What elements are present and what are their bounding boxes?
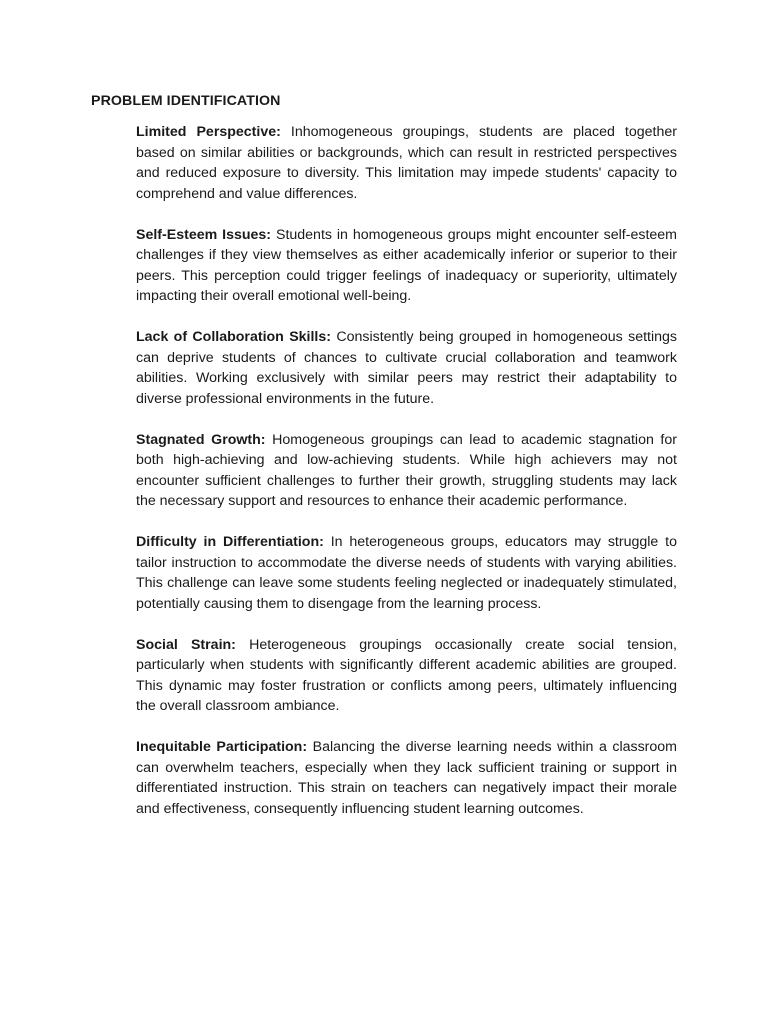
problem-term: Stagnated Growth: xyxy=(136,431,266,448)
problem-item xyxy=(136,635,677,717)
problem-term: Limited Perspective: xyxy=(136,124,281,140)
problem-term: Social Strain: xyxy=(136,636,236,653)
problem-item xyxy=(136,737,677,819)
problem-text: Inhomogeneous groupings, students are placed together based on similar abilities or backgrounds, which can result in restricted perspectives and reduced exposure to diversity. This limitation may impede students' capacity to comprehend and value differences. xyxy=(136,124,677,202)
problem-text: Consistently being grouped in homogeneous settings can deprive students of chances to cultivate crucial collaboration and teamwork abilities. Working exclusively with similar peers may restrict their adaptability to diverse professional environments in the future. xyxy=(136,329,678,407)
page-heading: PROBLEM IDENTIFICATION xyxy=(91,93,281,109)
problem-item xyxy=(136,122,677,204)
problem-item xyxy=(136,225,677,307)
problem-text: Students in homogeneous groups might encounter self-esteem challenges if they view themselves as either academically inferior or superior to their peers. This perception could trigger feelings of inadequacy or superiority, ultimately impacting their overall emotional well-being. xyxy=(136,226,678,304)
problem-term: Self-Esteem Issues: xyxy=(136,226,272,243)
problem-item xyxy=(136,430,677,512)
problem-text: Balancing the diverse learning needs within a classroom can overwhelm teachers, especially when they lack sufficient training or support in differentiated instruction. This strain on teachers can negatively impact their morale and effectiveness, consequently influencing student learning outcomes. xyxy=(136,739,678,817)
problem-term: Difficulty in Differentiation: xyxy=(136,534,324,550)
problem-term: Lack of Collaboration Skills: xyxy=(136,329,331,345)
problem-list xyxy=(136,122,677,840)
problem-term: Inequitable Participation: xyxy=(136,739,308,755)
problem-text: In heterogeneous groups, educators may struggle to tailor instruction to accommodate the diverse needs of students with varying abilities. This challenge can leave some students feeling neglected or inadequately stimulated, potentially causing them to disengage from the learning process. xyxy=(136,534,677,612)
problem-item xyxy=(136,532,677,614)
problem-text: Homogeneous groupings can lead to academic stagnation for both high-achieving and low-achieving students. While high achievers may not encounter sufficient challenges to further their growth, struggling students may lack the necessary support and resources to enhance their academic performance. xyxy=(136,431,677,509)
problem-item xyxy=(136,327,677,409)
problem-text: Heterogeneous groupings occasionally create social tension, particularly when students with significantly different academic abilities are grouped. This dynamic may foster frustration or conflicts among peers, ultimately influencing the overall classroom ambiance. xyxy=(136,636,677,714)
